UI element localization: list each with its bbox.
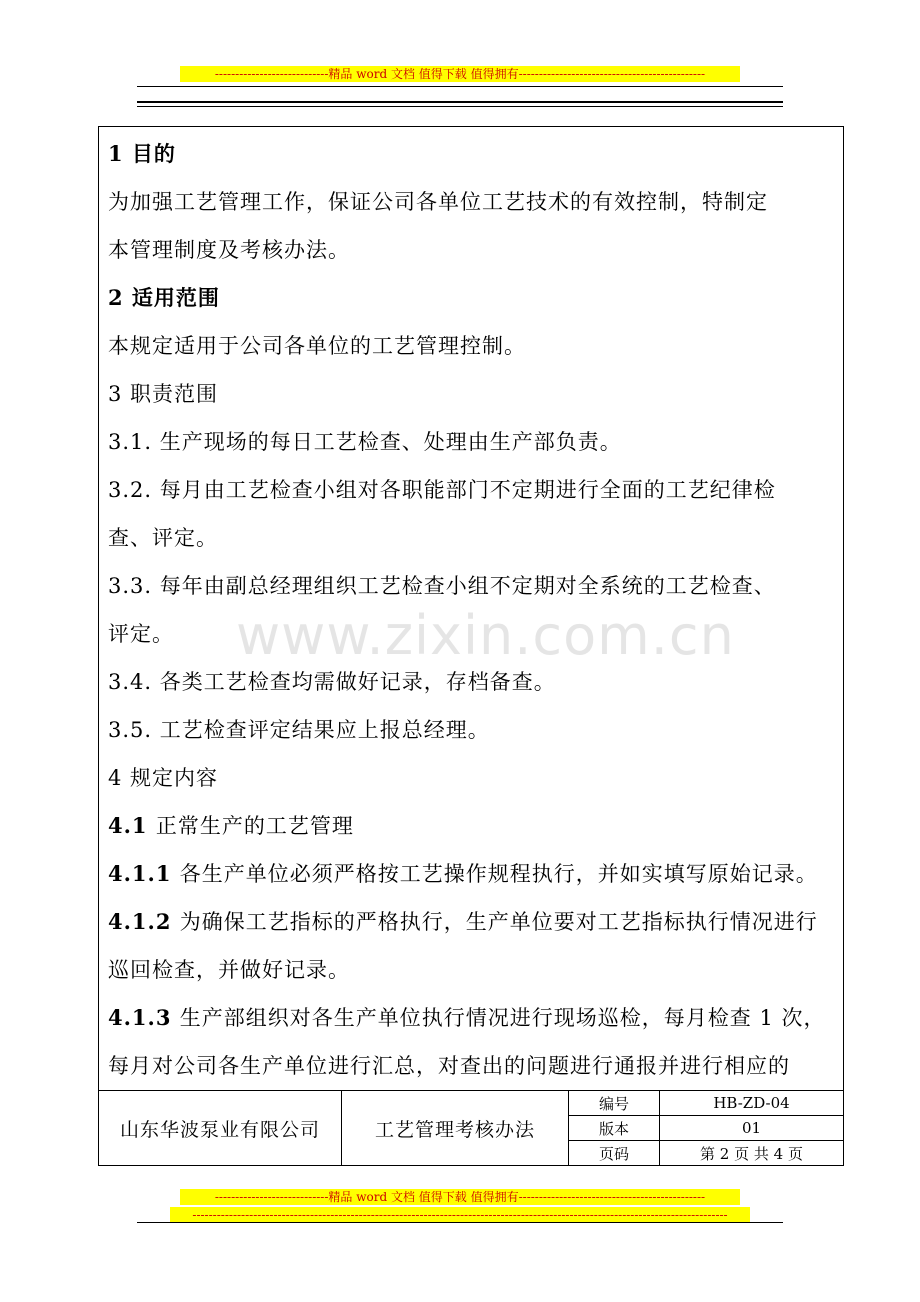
item-4-1-2 — [108, 898, 838, 946]
footer-rule — [137, 1222, 783, 1223]
document-body — [108, 130, 838, 1090]
item-3-2: 3.2. 每月由工艺检查小组对各职能部门不定期进行全面的工艺纪律检 — [108, 478, 776, 502]
item-4-1-3 — [108, 994, 838, 1042]
footer-code-label: 编号 — [569, 1091, 660, 1116]
header-rule-double — [137, 101, 783, 103]
item-4-1 — [108, 802, 838, 850]
item-4-1-1-number: 4.1.1 — [108, 861, 180, 886]
item-3-1: 3.1. 生产现场的每日工艺检查、处理由生产部负责。 — [108, 430, 622, 454]
item-4-1-2-number: 4.1.2 — [108, 909, 180, 934]
section-4-title: 4 规定内容 — [108, 766, 219, 790]
footer-page-label: 页码 — [569, 1141, 660, 1166]
item-4-1-text: 正常生产的工艺管理 — [155, 814, 354, 838]
item-3-2-cont: 查、评定。 — [108, 526, 218, 550]
item-4-1-3-text: 生产部组织对各生产单位执行情况进行现场巡检，每月检查 1 次， — [179, 1006, 826, 1030]
header-rule — [137, 86, 783, 87]
section-3-title: 3 职责范围 — [108, 382, 219, 406]
item-3-5: 3.5. 工艺检查评定结果应上报总经理。 — [108, 718, 490, 742]
item-4-1-3-number: 4.1.3 — [108, 1005, 180, 1030]
header-banner: ----------------------------精品 word 文档 值得下载 值得拥有---------------------------------------------- — [180, 66, 740, 82]
item-4-1-3-cont: 每月对公司各生产单位进行汇总，对查出的问题进行通报并进行相应的 — [108, 1054, 790, 1078]
item-4-1-1-text: 各生产单位必须严格按工艺操作规程执行，并如实填写原始记录。 — [179, 862, 818, 886]
item-4-1-2-text: 为确保工艺指标的严格执行，生产单位要对工艺指标执行情况进行 — [179, 910, 818, 934]
item-3-3: 3.3. 每年由副总经理组织工艺检查小组不定期对全系统的工艺检查、 — [108, 574, 776, 598]
item-4-1-number: 4.1 — [108, 813, 156, 838]
header-rule-thin — [137, 106, 783, 107]
item-4-1-1 — [108, 850, 838, 898]
footer-version-label: 版本 — [569, 1116, 660, 1141]
section-1-para: 为加强工艺管理工作，保证公司各单位工艺技术的有效控制，特制定 — [108, 190, 768, 214]
footer-version-value: 01 — [660, 1116, 844, 1141]
footer-doc-title: 工艺管理考核办法 — [342, 1091, 569, 1166]
item-3-3-cont: 评定。 — [108, 622, 174, 646]
footer-banner-dashes: ------------------------------------------------------------------------------------------------------------------------------------ — [170, 1207, 750, 1223]
section-2-para: 本规定适用于公司各单位的工艺管理控制。 — [108, 334, 526, 358]
section-1-title: 1 目的 — [108, 141, 176, 166]
footer-code-value: HB-ZD-04 — [660, 1091, 844, 1116]
footer-table — [98, 1090, 844, 1166]
item-3-4: 3.4. 各类工艺检查均需做好记录，存档备查。 — [108, 670, 556, 694]
watermark: www.zixin.com.cn — [236, 604, 735, 667]
section-2-title: 2 适用范围 — [108, 285, 220, 310]
footer-company: 山东华波泵业有限公司 — [99, 1091, 342, 1166]
footer-page-value: 第 2 页 共 4 页 — [660, 1141, 844, 1166]
section-1-para-cont: 本管理制度及考核办法。 — [108, 238, 350, 262]
footer-banner: ----------------------------精品 word 文档 值得下载 值得拥有---------------------------------------------- — [180, 1189, 740, 1205]
item-4-1-2-cont: 巡回检查，并做好记录。 — [108, 958, 350, 982]
